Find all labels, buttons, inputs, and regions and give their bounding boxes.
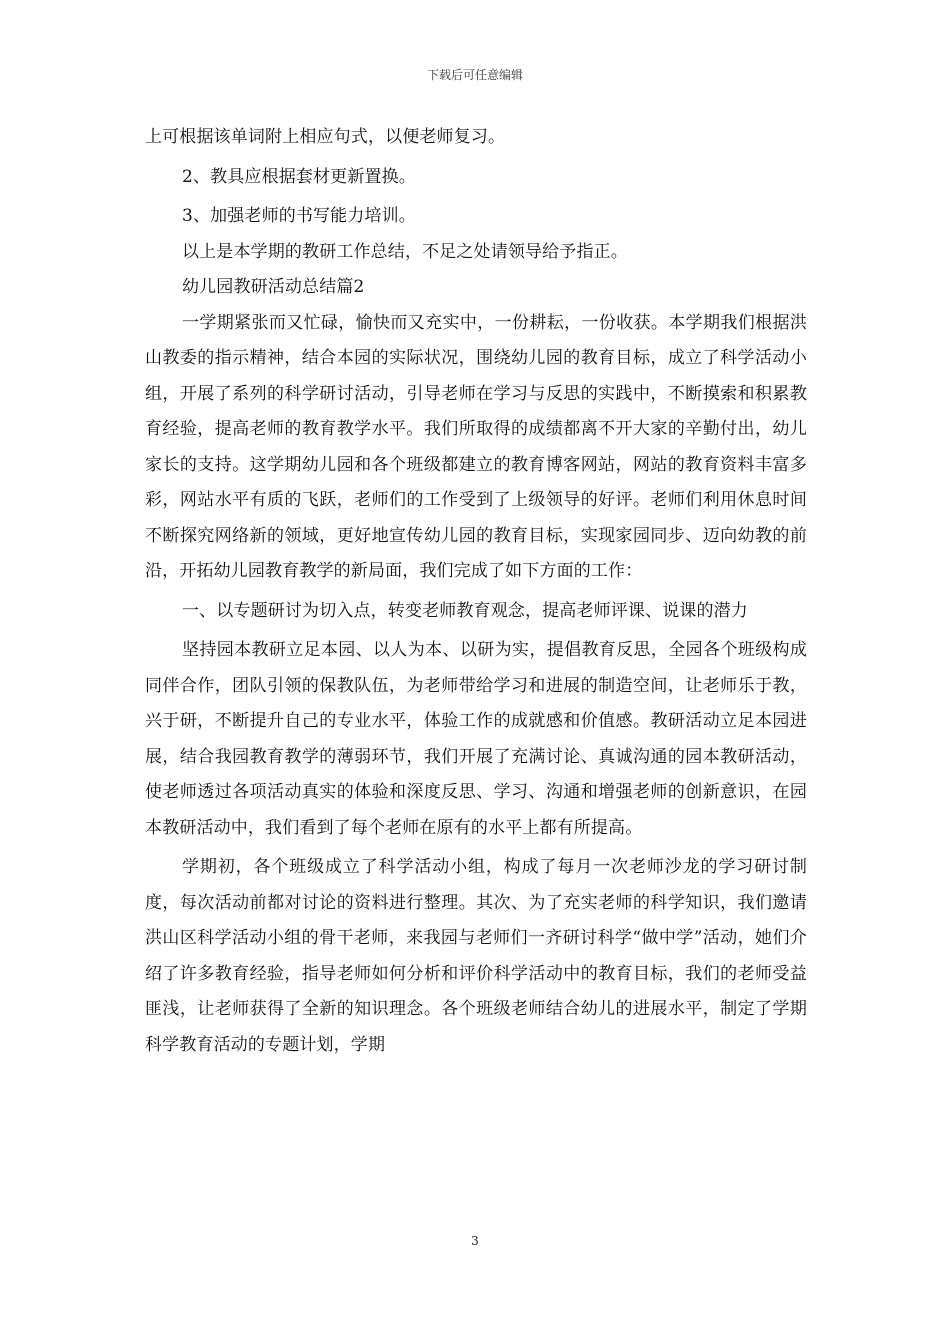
paragraph-conclusion: 以上是本学期的教研工作总结，不足之处请领导给予指正。 (182, 241, 628, 262)
document-body (145, 120, 807, 1063)
paragraph-body-1: 坚持园本教研立足本园、以人为本、以研为实，提倡教育反思，全园各个班级构成同伴合作，团队引领的保教队伍，为老师带给学习和进展的制造空间，让老师乐于教，兴于研，不断提升自己的专业水平，体验工作的成就感和价值感。教研活动立足本园进展，结合我园教育教学的薄弱环节，我们开展了充满讨论、真诚沟通的园本教研活动，使老师透过各项活动真实的体验和深度反思、学习、沟通和增强老师的创新意识，在园本教研活动中，我们看到了每个老师在原有的水平上都有所提高。 (145, 640, 807, 838)
section-title: 幼儿园教研活动总结篇2 (182, 277, 365, 297)
paragraph-item-2: 2、教具应根据套材更新置换。 (182, 166, 416, 187)
paragraph-continuation: 上可根据该单词附上相应句式，以便老师复习。 (145, 127, 506, 147)
page-header: 下载后可任意编辑 (426, 68, 523, 82)
paragraph-intro: 一学期紧张而又忙碌，愉快而又充实中，一份耕耘，一份收获。本学期我们根据洪山教委的指示精神，结合本园的实际状况，围绕幼儿园的教育目标，成立了科学活动小组，开展了系列的科学研讨活动，引导老师在学习与反思的实践中，不断摸索和积累教育经验，提高老师的教育教学水平。我们所取得的成绩都离不开大家的辛勤付出，幼儿家长的支持。这学期幼儿园和各个班级都建立的教育博客网站，网站的教育资料丰富多彩，网站水平有质的飞跃，老师们的工作受到了上级领导的好评。老师们利用休息时间不断探究网络新的领域，更好地宣传幼儿园的教育目标，实现家园同步、迈向幼教的前沿，开拓幼儿园教育教学的新局面，我们完成了如下方面的工作： (145, 312, 807, 581)
section-heading-1: 一、以专题研讨为切入点，转变老师教育观念，提高老师评课、说课的潜力 (182, 600, 748, 621)
paragraph-item-3: 3、加强老师的书写能力培训。 (182, 206, 416, 226)
paragraph-body-2: 学期初，各个班级成立了科学活动小组，构成了每月一次老师沙龙的学习研讨制度，每次活动前都对讨论的资料进行整理。其次、为了充实老师的科学知识，我们邀请洪山区科学活动小组的骨干老师，来我园与老师们一齐研讨科学“做中学”活动，她们介绍了许多教育经验，指导老师如何分析和评价科学活动中的教育目标，我们的老师受益匪浅，让老师获得了全新的知识理念。各个班级老师结合幼儿的进展水平，制定了学期科学教育活动的专题计划，学期 (145, 857, 807, 1055)
page-number: 3 (471, 1234, 479, 1248)
